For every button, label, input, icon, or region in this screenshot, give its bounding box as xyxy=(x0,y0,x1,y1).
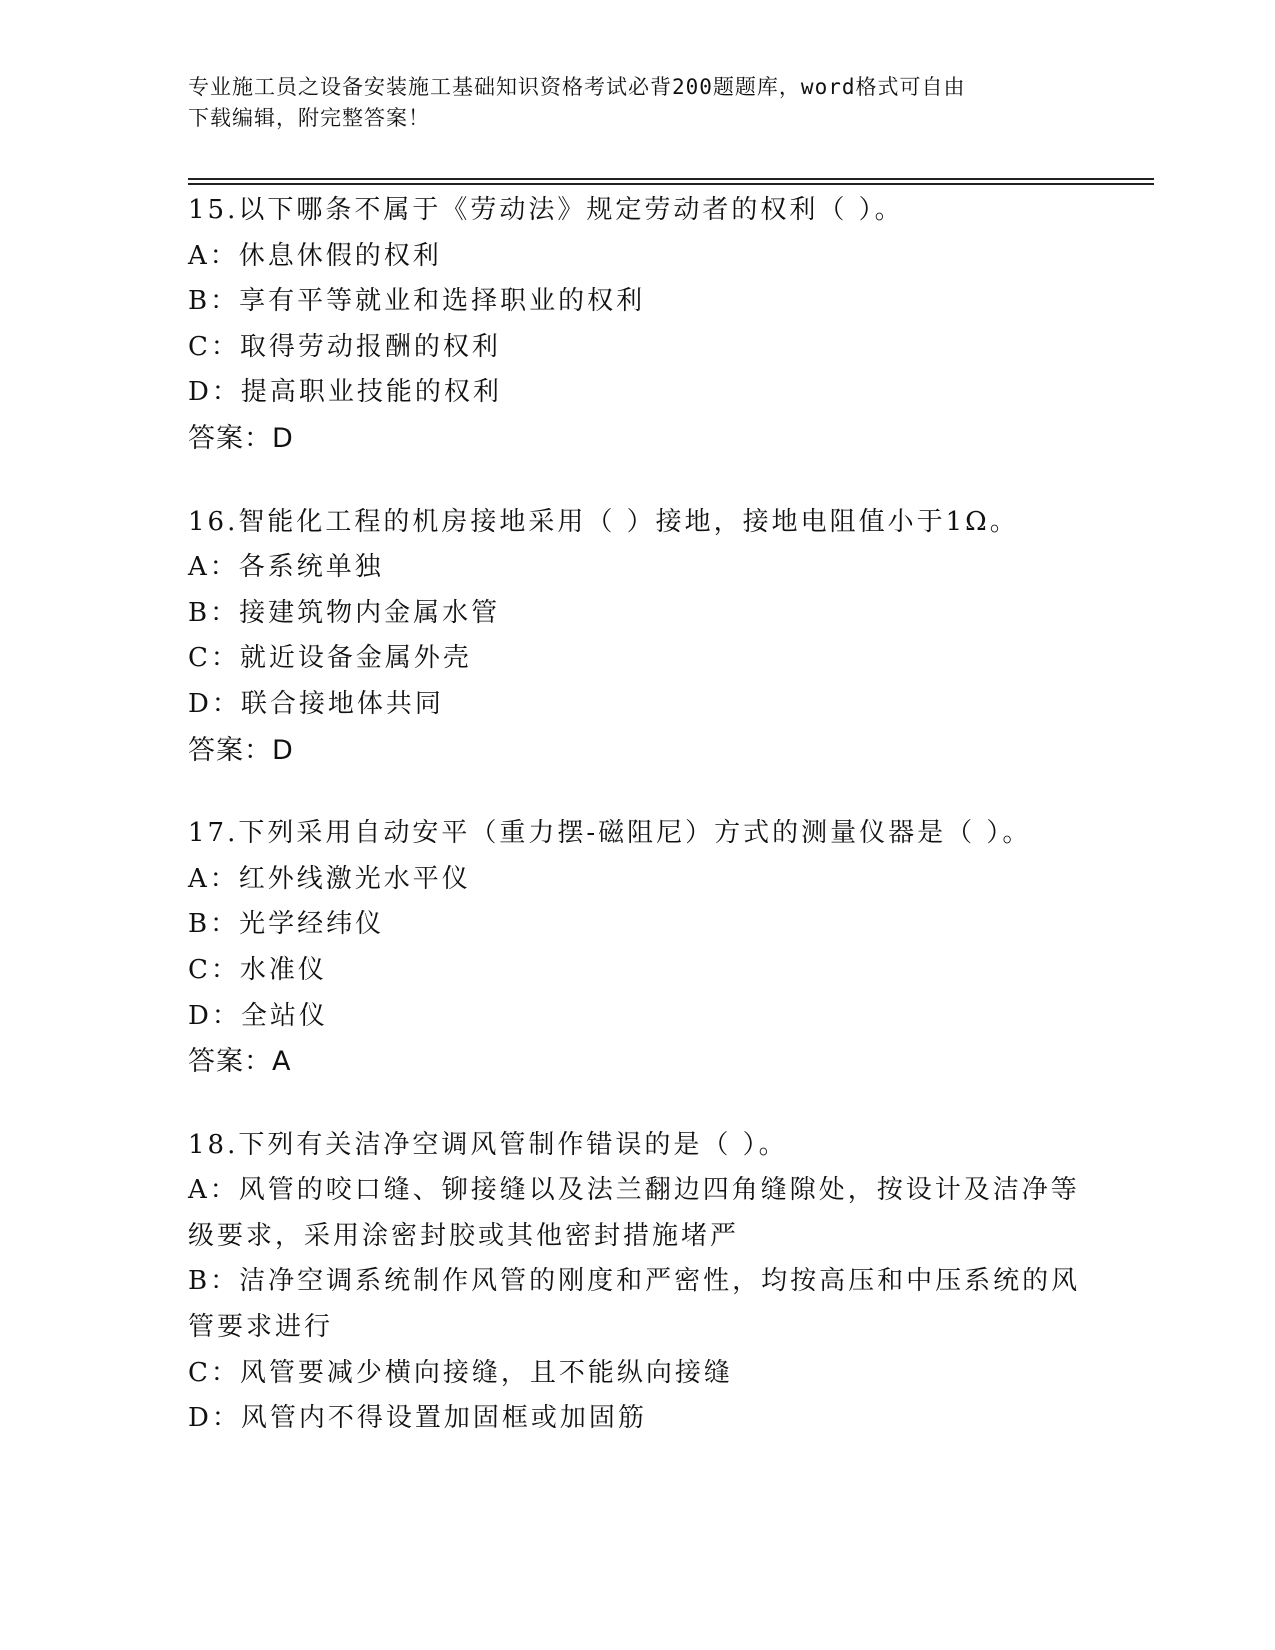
option-d: D：全站仪 xyxy=(188,1000,328,1031)
option-a: A：各系统单独 xyxy=(188,552,384,583)
header-divider-bottom xyxy=(188,183,1154,185)
option-b: B：洁净空调系统制作风管的刚度和严密性，均按高压和中压系统的风管要求进行 xyxy=(188,1266,1081,1343)
option-c: C：水准仪 xyxy=(188,954,327,985)
option-c: C：取得劳动报酬的权利 xyxy=(188,331,501,362)
question-16 xyxy=(188,500,1088,774)
option-b: B：接建筑物内金属水管 xyxy=(188,597,501,628)
question-stem: 16.智能化工程的机房接地采用（ ）接地，接地电阻值小于1Ω。 xyxy=(188,506,1019,537)
question-stem: 15.以下哪条不属于《劳动法》规定劳动者的权利（ ）。 xyxy=(188,195,904,225)
question-17 xyxy=(188,811,1088,1085)
header-divider-top xyxy=(188,178,1154,180)
question-15 xyxy=(188,188,1088,462)
answer: 答案：A xyxy=(188,1046,292,1078)
option-c: C：就近设备金属外壳 xyxy=(188,643,472,674)
option-c: C：风管要减少横向接缝，且不能纵向接缝 xyxy=(188,1357,733,1388)
option-a: A：风管的咬口缝、铆接缝以及法兰翻边四角缝隙处，按设计及洁净等级要求，采用涂密封胶或其他密封措施堵严 xyxy=(188,1175,1080,1251)
option-d: D：提高职业技能的权利 xyxy=(188,377,502,408)
option-d: D：联合接地体共同 xyxy=(188,688,444,719)
question-list xyxy=(188,188,1088,1480)
question-stem: 18.下列有关洁净空调风管制作错误的是（ ）。 xyxy=(188,1129,788,1160)
option-d: D：风管内不得设置加固框或加固筋 xyxy=(188,1403,647,1434)
question-18 xyxy=(188,1123,1088,1442)
option-a: A：红外线激光水平仪 xyxy=(188,863,471,894)
option-a: A：休息休假的权利 xyxy=(188,240,442,271)
answer: 答案：D xyxy=(188,422,294,454)
header-line-1: 专业施工员之设备安装施工基础知识资格考试必背200题题库，word格式可自由 xyxy=(188,75,966,99)
document-header xyxy=(188,72,1068,134)
option-b: B：光学经纬仪 xyxy=(188,909,385,940)
option-b: B：享有平等就业和选择职业的权利 xyxy=(188,286,646,317)
header-line-2: 下载编辑，附完整答案！ xyxy=(188,106,430,130)
question-stem: 17.下列采用自动安平（重力摆-磁阻尼）方式的测量仪器是（ ）。 xyxy=(188,818,1032,849)
answer: 答案：D xyxy=(188,734,294,766)
